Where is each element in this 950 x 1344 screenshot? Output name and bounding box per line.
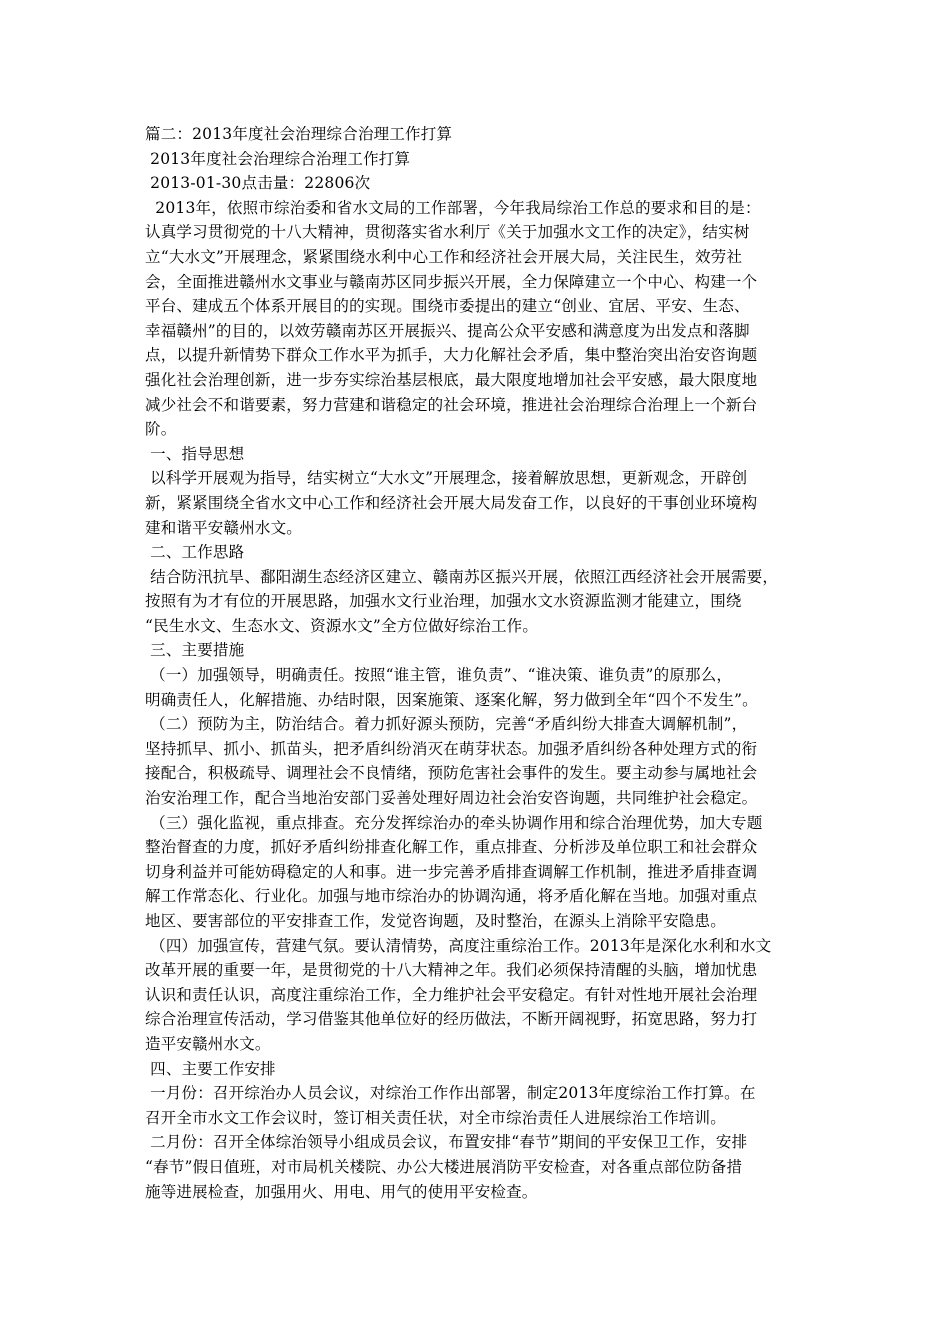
doc-line: 减少社会不和谐要素，努力营建和谐稳定的社会环境，推进社会治理综合治理上一个新台 (145, 395, 758, 414)
doc-line: 一、指导思想 (145, 444, 245, 463)
doc-line: 整治督查的力度，抓好矛盾纠纷排查化解工作，重点排查、分析涉及单位职工和社会群众 (145, 838, 758, 857)
doc-line: 地区、要害部位的平安排查工作，发觉咨询题，及时整治，在源头上消除平安隐患。 (145, 912, 726, 930)
doc-line: 坚持抓早、抓小、抓苗头，把矛盾纠纷消灭在萌芽状态。加强矛盾纠纷各种处理方式的衔 (145, 739, 758, 758)
doc-line: 按照有为才有位的开展思路，加强水文行业治理，加强水文水资源监测才能建立，围绕 (145, 592, 742, 611)
doc-line: （三）强化监视，重点排查。充分发挥综治办的牵头协调作用和综合治理优势，加大专题 (145, 813, 763, 832)
doc-line: 强化社会治理创新，进一步夯实综治基层根底，最大限度地增加社会平安感，最大限度地 (145, 370, 758, 389)
doc-line: 篇二：2013年度社会治理综合治理工作打算 (145, 125, 453, 143)
doc-line: 阶。 (145, 420, 177, 439)
doc-line: 造平安赣州水文。 (145, 1034, 271, 1053)
doc-line: 2013-01-30点击量：22806次 (145, 174, 371, 193)
doc-line: 召开全市水文工作会议时，签订相关责任状，对全市综治责任人进展综治工作培训。 (145, 1108, 726, 1127)
doc-line: 一月份：召开综治办人员会议，对综治工作作出部署，制定2013年度综治工作打算。在 (145, 1084, 756, 1103)
doc-line: 明确责任人，化解措施、办结时限，因案施策、逐案化解，努力做到全年“四个不发生”。 (145, 690, 758, 709)
doc-line: 治安治理工作，配合当地治安部门妥善处理好周边社会治安咨询题，共同维护社会稳定。 (145, 789, 758, 808)
doc-line: 新，紧紧围绕全省水文中心工作和经济社会开展大局发奋工作，以良好的干事创业环境构 (145, 493, 758, 512)
doc-line: 幸福赣州”的目的，以效劳赣南苏区开展振兴、提高公众平安感和满意度为出发点和落脚 (145, 321, 750, 340)
doc-line: 综合治理宣传活动，学习借鉴其他单位好的经历做法，不断开阔视野，拓宽思路，努力打 (145, 1010, 758, 1029)
doc-line: 点，以提升新情势下群众工作水平为抓手，大力化解社会矛盾，集中整治突出治安咨询题 (145, 346, 758, 365)
doc-line: 解工作常态化、行业化。加强与地市综治办的协调沟通，将矛盾化解在当地。加强对重点 (145, 887, 758, 906)
doc-line: 立“大水文”开展理念，紧紧围绕水利中心工作和经济社会开展大局，关注民生，效劳社 (145, 247, 743, 266)
doc-line: 四、主要工作安排 (145, 1059, 276, 1078)
doc-line: 三、主要措施 (145, 641, 245, 660)
doc-line: 二月份：召开全体综治领导小组成员会议，布置安排“春节”期间的平安保卫工作，安排 (145, 1133, 748, 1152)
doc-line: （二）预防为主，防治结合。着力抓好源头预防，完善“矛盾纠纷大排查大调解机制”， (145, 715, 748, 734)
doc-line: 施等进展检查，加强用火、用电、用气的使用平安检查。 (145, 1182, 538, 1201)
document-body (145, 122, 813, 1204)
doc-line: 建和谐平安赣州水文。 (145, 518, 303, 537)
doc-line: （四）加强宣传，营建气氛。要认清情势，高度注重综治工作。2013年是深化水利和水文 (145, 936, 772, 955)
doc-line: “民生水文、生态水文、资源水文”全方位做好综治工作。 (145, 616, 539, 635)
doc-line: 认真学习贯彻党的十八大精神，贯彻落实省水利厅《关于加强水文工作的决定》，结实树 (145, 223, 750, 242)
doc-line: 2013年，依照市综治委和省水文局的工作部署，今年我局综治工作总的要求和目的是： (145, 198, 761, 217)
doc-line: 认识和责任认识，高度注重综治工作，全力维护社会平安稳定。有针对性地开展社会治理 (145, 985, 758, 1004)
doc-line: 二、工作思路 (145, 543, 245, 562)
doc-line: 以科学开展观为指导，结实树立“大水文”开展理念，接着解放思想，更新观念，开辟创 (145, 469, 748, 488)
doc-line: （一）加强领导，明确责任。按照“谁主管，谁负责”、“谁决策、谁负责”的原那么， (145, 666, 733, 685)
doc-line: 2013年度社会治理综合治理工作打算 (145, 149, 411, 168)
doc-line: 改革开展的重要一年，是贯彻党的十八大精神之年。我们必须保持清醒的头脑，增加忧患 (145, 961, 758, 980)
doc-line: 接配合，积极疏导、调理社会不良情绪，预防危害社会事件的发生。要主动参与属地社会 (145, 764, 758, 783)
doc-line: 平台、建成五个体系开展目的的实现。围绕市委提出的建立“创业、宜居、平安、生态、 (145, 297, 750, 316)
doc-line: 切身利益并可能妨碍稳定的人和事。进一步完善矛盾排查调解工作机制，推进矛盾排查调 (145, 862, 758, 881)
doc-line: 结合防汛抗旱、鄱阳湖生态经济区建立、赣南苏区振兴开展，依照江西经济社会开展需要， (145, 567, 779, 586)
doc-line: 会，全面推进赣州水文事业与赣南苏区同步振兴开展，全力保障建立一个中心、构建一个 (145, 272, 758, 291)
doc-line: “春节”假日值班，对市局机关楼院、办公大楼进展消防平安检查，对各重点部位防备措 (145, 1157, 743, 1176)
